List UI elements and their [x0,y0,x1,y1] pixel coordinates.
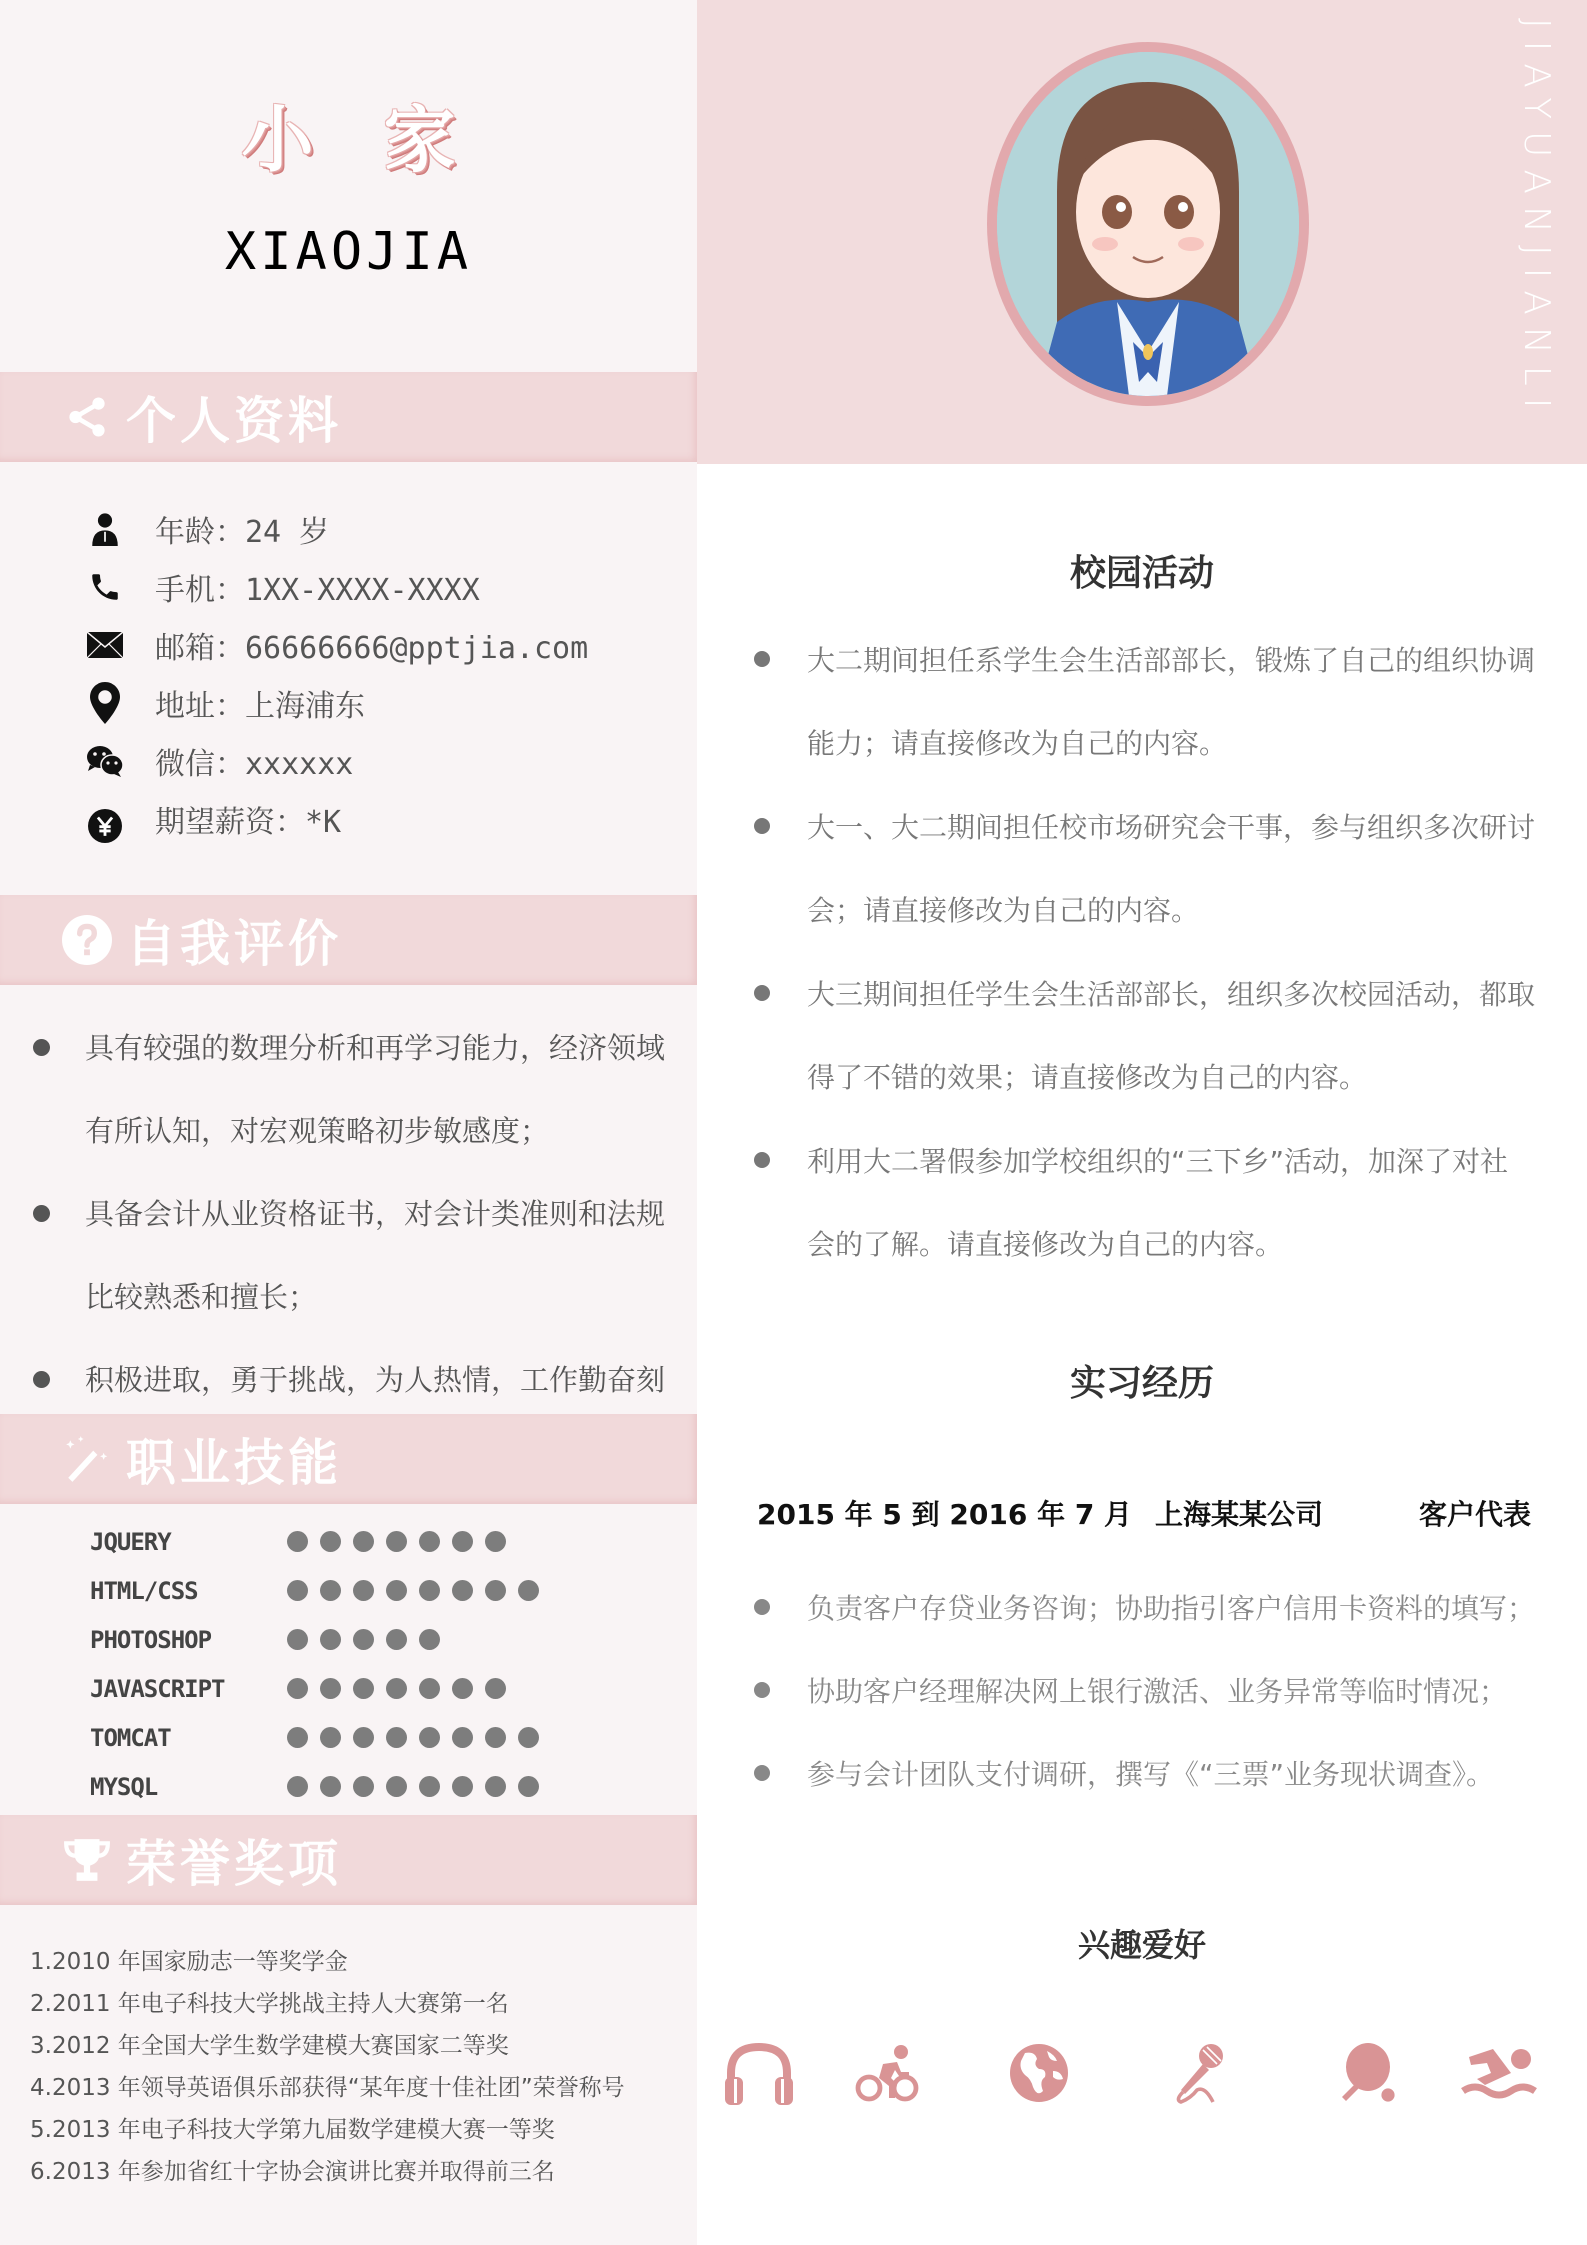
skill-dot-icon [287,1727,308,1748]
skill-dot-icon [386,1727,407,1748]
skill-dot-icon [353,1776,374,1797]
section-title-skills: 职业技能 [126,1434,342,1492]
bullet-icon [754,818,770,834]
skill-dot-icon [485,1531,506,1552]
campus-line: 大一、大二期间担任校市场研究会干事，参与组织多次研讨 [752,784,1582,868]
eval-line: 具备会计从业资格证书，对会计类准则和法规 [30,1171,680,1254]
campus-line: 能力；请直接修改为自己的内容。 [807,727,1228,761]
location-pin-icon [85,683,125,723]
swimming-icon [1459,2033,1539,2113]
internship-item: 协助客户经理解决网上银行激活、业务异常等临时情况； [752,1648,1582,1731]
info-salary [85,790,588,848]
skill-dot-icon [287,1531,308,1552]
name-english: XIAOJIA [224,222,473,282]
skill-dot-icon [386,1678,407,1699]
bullet-icon [754,985,770,1001]
skill-dot-icon [485,1776,506,1797]
skill-dot-icon [485,1727,506,1748]
name-chinese: 小家 [241,98,526,182]
skill-row [90,1713,539,1762]
bullet-icon [754,1152,770,1168]
campus-list [752,617,1582,1285]
skill-dot-icon [419,1776,440,1797]
skill-dot-icon [320,1531,341,1552]
skill-row [90,1566,539,1615]
photo-header [697,0,1587,464]
eval-line: 具有较强的数理分析和再学习能力，经济领域 [30,1005,680,1088]
eval-line: 积极进取，勇于挑战，为人热情，工作勤奋刻 [30,1337,680,1420]
phone-icon [85,567,125,607]
campus-line: 会的了解。请直接修改为自己的内容。 [807,1228,1284,1262]
skill-dot-icon [386,1776,407,1797]
info-address [85,674,588,732]
campus-line: 得了不错的效果；请直接修改为自己的内容。 [807,1061,1368,1095]
skill-dot-icon [353,1580,374,1601]
internship-list [752,1565,1582,1814]
bullet-icon [754,651,770,667]
ping-pong-icon [1327,2033,1407,2113]
skill-dot-icon [287,1678,308,1699]
skill-dot-icon [386,1580,407,1601]
globe-icon [999,2033,1079,2113]
internship-title: 实习经历 [1069,1363,1214,1404]
info-wechat [85,732,588,790]
headphones-icon [719,2033,799,2113]
skill-level-dots [287,1580,539,1601]
skills-list [90,1517,539,1811]
skill-dot-icon [353,1727,374,1748]
info-phone-text: 手机：1XX-XXXX-XXXX [155,573,480,608]
skill-dot-icon [320,1727,341,1748]
skill-dot-icon [419,1629,440,1650]
bullet-icon [33,1039,50,1056]
section-header-personal [0,372,697,462]
skill-row [90,1664,539,1713]
honor-item: 6.2013 年参加省红十字协会演讲比赛并取得前三名 [30,2158,555,2185]
skill-dot-icon [320,1678,341,1699]
skill-dot-icon [452,1678,473,1699]
campus-title: 校园活动 [1069,553,1214,594]
campus-line: 会；请直接修改为自己的内容。 [807,894,1200,928]
skill-name: TOMCAT [90,1723,171,1752]
skill-dot-icon [485,1580,506,1601]
skill-dot-icon [386,1531,407,1552]
brand-vertical-text: JIAYUANJIANLI [1516,18,1557,421]
self-evaluation-list [30,1005,680,1420]
honor-item: 2.2011 年电子科技大学挑战主持人大赛第一名 [30,1990,509,2017]
hobbies-row [697,2033,1587,2113]
skill-name: PHOTOSHOP [90,1625,212,1654]
skill-row [90,1615,539,1664]
internship-period: 2015 年 5 到 2016 年 7 月 [757,1498,1133,1531]
skill-level-dots [287,1776,539,1797]
section-header-self-eval [0,895,697,985]
section-title-honors: 荣誉奖项 [126,1835,342,1893]
skill-dot-icon [287,1580,308,1601]
campus-line: 利用大二署假参加学校组织的“三下乡”活动，加深了对社 [752,1118,1582,1202]
skill-dot-icon [320,1580,341,1601]
honor-item: 1.2010 年国家励志一等奖学金 [30,1948,348,1975]
trophy-icon [62,1835,112,1885]
skill-dot-icon [287,1776,308,1797]
avatar-frame [987,42,1309,406]
personal-info-list [85,500,588,848]
skill-dot-icon [353,1629,374,1650]
skill-dot-icon [320,1776,341,1797]
share-icon [62,392,112,442]
skill-name: JAVASCRIPT [90,1674,225,1703]
skill-name: JQUERY [90,1527,171,1556]
info-email-text: 邮箱：66666666@pptjia.com [155,631,589,666]
skill-level-dots [287,1678,506,1699]
skill-level-dots [287,1629,440,1650]
bullet-icon [33,1371,50,1388]
info-salary-text: 期望薪资：*K [155,805,342,840]
bullet-icon [754,1765,770,1781]
skill-dot-icon [518,1727,539,1748]
skill-dot-icon [353,1531,374,1552]
left-column [0,0,697,2245]
section-title-personal: 个人资料 [126,392,342,450]
bullet-icon [754,1682,770,1698]
skill-row [90,1517,539,1566]
bullet-icon [33,1205,50,1222]
skill-level-dots [287,1531,506,1552]
microphone-icon [1159,2033,1239,2113]
person-icon [85,509,125,549]
internship-item: 参与会计团队支付调研，撰写《“三票”业务现状调查》。 [752,1731,1582,1814]
skill-dot-icon [452,1580,473,1601]
info-email [85,616,588,674]
skill-dot-icon [287,1629,308,1650]
skill-row [90,1762,539,1811]
bullet-icon [754,1599,770,1615]
right-column [697,0,1587,2245]
wechat-icon [85,741,125,781]
section-header-honors [0,1815,697,1905]
question-icon [62,915,112,965]
cycling-icon [847,2033,927,2113]
skill-dot-icon [419,1727,440,1748]
skill-dot-icon [353,1678,374,1699]
info-address-text: 地址：上海浦东 [155,689,365,724]
section-header-skills [0,1414,697,1504]
honor-item: 5.2013 年电子科技大学第九届数学建模大赛一等奖 [30,2116,555,2143]
campus-line: 大三期间担任学生会生活部部长，组织多次校园活动，都取 [752,951,1582,1035]
skill-dot-icon [518,1776,539,1797]
info-age-text: 年龄：24 岁 [155,515,330,550]
magic-wand-icon [62,1434,112,1484]
mail-icon [85,625,125,665]
eval-line: 有所认知，对宏观策略初步敏感度； [85,1114,550,1148]
skill-dot-icon [419,1580,440,1601]
internship-item: 负责客户存贷业务咨询；协助指引客户信用卡资料的填写； [752,1565,1582,1648]
avatar [997,52,1299,396]
info-phone [85,558,588,616]
yen-icon [85,806,125,846]
skill-dot-icon [452,1776,473,1797]
section-title-self-eval: 自我评价 [126,915,342,973]
skill-dot-icon [419,1531,440,1552]
skill-dot-icon [419,1678,440,1699]
honor-item: 3.2012 年全国大学生数学建模大赛国家二等奖 [30,2032,509,2059]
skill-dot-icon [386,1629,407,1650]
campus-line: 大二期间担任系学生会生活部部长，锻炼了自己的组织协调 [752,617,1582,701]
skill-level-dots [287,1727,539,1748]
info-age [85,500,588,558]
skill-dot-icon [452,1727,473,1748]
honor-item: 4.2013 年领导英语俱乐部获得“某年度十佳社团”荣誉称号 [30,2074,625,2101]
skill-name: MYSQL [90,1772,158,1801]
internship-company: 上海某某公司 [1155,1498,1324,1531]
eval-line: 比较熟悉和擅长； [85,1280,318,1314]
skill-name: HTML/CSS [90,1576,198,1605]
skill-dot-icon [485,1678,506,1699]
skill-dot-icon [320,1629,341,1650]
honors-list [30,1938,625,2190]
internship-role: 客户代表 [1419,1498,1532,1531]
skill-dot-icon [452,1531,473,1552]
info-wechat-text: 微信：xxxxxx [155,747,354,782]
hobbies-title: 兴趣爱好 [1077,1926,1206,1964]
skill-dot-icon [518,1580,539,1601]
